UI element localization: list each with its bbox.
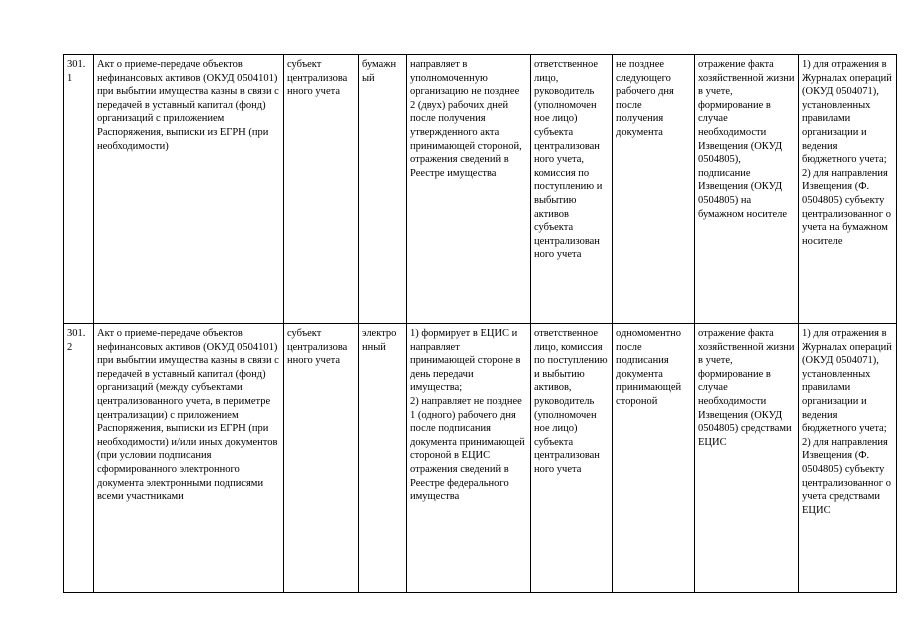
row-number-cell: 301. 2 bbox=[64, 324, 94, 593]
responsible-cell: ответственное лицо, комиссия по поступлению и выбытию активов, руководитель (уполномочен ное лицо) субъекта централизован ного учета bbox=[531, 324, 613, 593]
procedure-cell: направляет в уполномоченную организацию не позднее 2 (двух) рабочих дней после получения утвержденного акта принимающей стороной, отражения сведений в Реестре имущества bbox=[407, 55, 531, 324]
row-number-cell: 301. 1 bbox=[64, 55, 94, 324]
form-cell: бумажн ый bbox=[359, 55, 407, 324]
action-cell: отражение факта хозяйственной жизни в учете, формирование в случае необходимости Извещения (ОКУД 0504805) средствами ЕЦИС bbox=[695, 324, 799, 593]
table-row bbox=[64, 324, 897, 593]
procedure-cell: 1) формирует в ЕЦИС и направляет принимающей стороне в день передачи имущества; 2) направляет не позднее 1 (одного) рабочего дня после подписания документа принимающей стороной в ЕЦИС отражения сведений в Реестре федерального имущества bbox=[407, 324, 531, 593]
deadline-cell: одномоментно после подписания документа принимающей стороной bbox=[613, 324, 695, 593]
deadline-cell: не позднее следующего рабочего дня после получения документа bbox=[613, 55, 695, 324]
responsible-cell: ответственное лицо, руководитель (уполномочен ное лицо) субъекта централизован ного учета, комиссия по поступлению и выбытию активов субъекта централизован ного учета bbox=[531, 55, 613, 324]
table-row bbox=[64, 55, 897, 324]
document-table bbox=[63, 54, 897, 593]
document-cell: Акт о приеме-передаче объектов нефинансовых активов (ОКУД 0504101) при выбытии имущества казны в связи с передачей в уставный капитал (фонд) организаций с приложением Распоряжения, выписки из ЕГРН (при необходимости) bbox=[94, 55, 284, 324]
document-cell: Акт о приеме-передаче объектов нефинансовых активов (ОКУД 0504101) при выбытии имущества казны в связи с передачей в уставный капитал (фонд) организаций (между субъектами централизованного учета, в периметре централизации) с приложением Распоряжения, выписки из ЕГРН (при необходимости) и/или иных документов (при условии подписания сформированного электронного документа электронными подписями всеми участниками bbox=[94, 324, 284, 593]
action-cell: отражение факта хозяйственной жизни в учете, формирование в случае необходимости Извещения (ОКУД 0504805), подписание Извещения (ОКУД 0504805) на бумажном носителе bbox=[695, 55, 799, 324]
subject-cell: субъект централизова нного учета bbox=[284, 324, 359, 593]
result-cell: 1) для отражения в Журналах операций (ОКУД 0504071), установленных правилами организации и ведения бюджетного учета; 2) для направления Извещения (Ф. 0504805) субъекту централизованног о учета на бумажном носителе bbox=[799, 55, 897, 324]
result-cell: 1) для отражения в Журналах операций (ОКУД 0504071), установленных правилами организации и ведения бюджетного учета; 2) для направления Извещения (Ф. 0504805) субъекту централизованног о учета средствами ЕЦИС bbox=[799, 324, 897, 593]
form-cell: электро нный bbox=[359, 324, 407, 593]
subject-cell: субъект централизова нного учета bbox=[284, 55, 359, 324]
